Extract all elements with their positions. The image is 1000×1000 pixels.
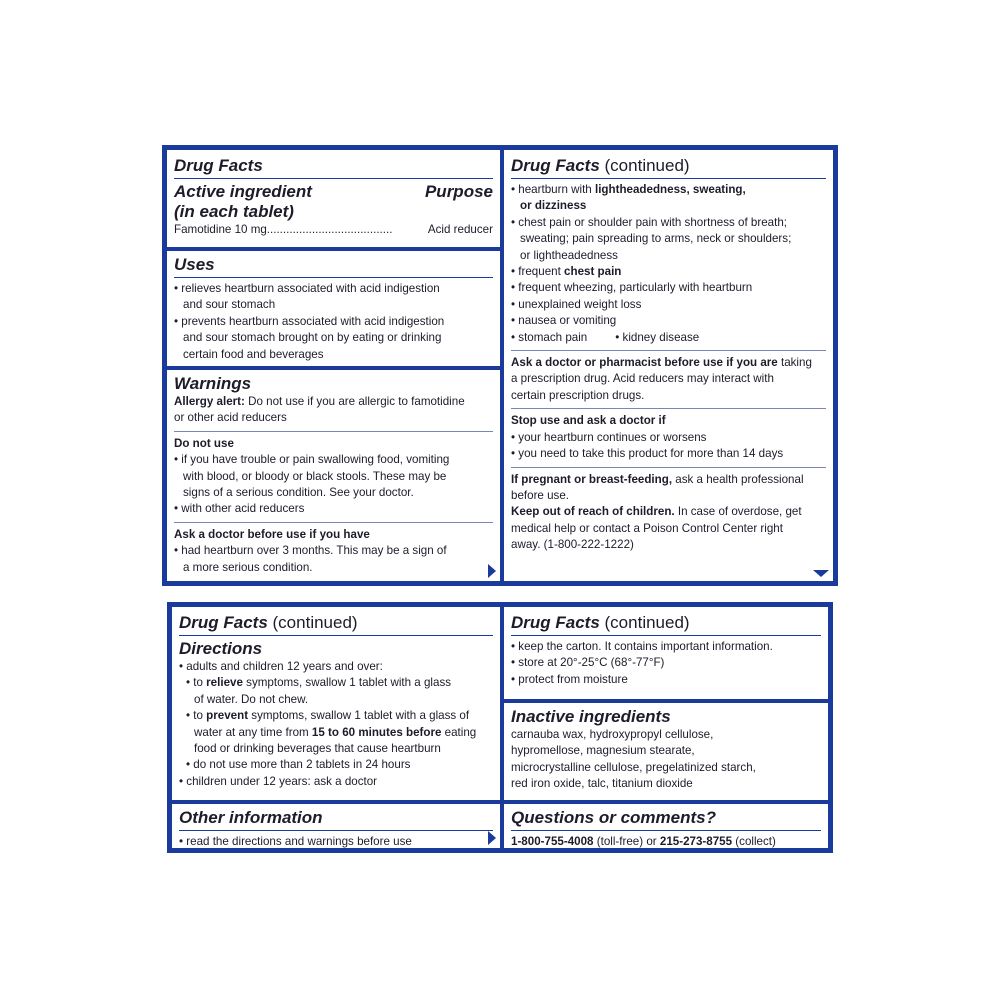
warnings-heading: Warnings [174, 374, 252, 393]
warnings-section [167, 370, 500, 581]
active-ingredient-heading: Active ingredient [174, 182, 312, 201]
uses-line: and sour stomach [183, 298, 276, 312]
drug-facts-top-panel [162, 145, 838, 586]
uses-heading: Uses [174, 255, 215, 274]
do-not-use-line: • if you have trouble or pain swallowing food, vomiting [174, 453, 450, 467]
uses-line: • relieves heartburn associated with acid indigestion [174, 282, 440, 295]
drug-facts-continued-title: Drug Facts (continued) [511, 613, 690, 632]
purpose-heading: Purpose [424, 182, 493, 201]
directions-section: Drug Facts (continued) Directions • adults and children 12 years and over: • to relieve symptoms, swallow 1 tablet with a glass of water. Do not chew. • to prevent symptoms, swallow 1 tablet with a glass of water at any time from 15 to 60 minutes before eating food or drinking beverages that cause heartburn • do not use more than 2 tablets in 24 hours • children under 12 years: ask a doctor [172, 607, 500, 800]
inactive-ingredients-section: Inactive ingredients carnauba wax, hydroxypropyl cellulose, hypromellose, magnesium stearate, microcrystalline cellulose, pregelatinized starch, red iron oxide, talc, titanium dioxide [504, 703, 828, 800]
active-ingredient-subheading: (in each tablet) [174, 202, 294, 221]
storage-section: Drug Facts (continued) • keep the carton. It contains important information. • store at 20°-25°C (68°-77°F) • protect from moisture [504, 607, 828, 699]
ask-doctor-line: • had heartburn over 3 months. This may be a sign of [174, 544, 447, 558]
other-information-heading: Other information [179, 808, 323, 827]
ingredient-purpose: Acid reducer [427, 223, 493, 236]
warnings-continued-section: Drug Facts (continued) • heartburn with lightheadedness, sweating, or dizziness • chest pain or shoulder pain with shortness of breath; sweating; pain spreading to arms, neck or shoulders; or lightheadedness • frequent chest pain • frequent wheezing, particularly with heartburn • unexplained weight loss • nausea or vomiting • stomach pain • kidney disease Ask a doctor or pharmacist before use if you are taking a prescription drug. Acid reducers may interact with certain prescription drugs. Stop use and ask a doctor if • your heartburn continues or worsens • you need to take this product for more than 14 days If pregnant or breast-feeding, ask a health professional before use. Keep out of reach of children. In case of overdose, get medical help or contact a Poison Control Center right away. (1-800-222-1222) [504, 150, 833, 581]
ask-doctor-heading: Ask a doctor before use if you have [174, 527, 370, 541]
uses-section [167, 251, 500, 366]
allergy-alert-text: Do not use if you are allergic to famotidine [244, 395, 465, 408]
drug-facts-continued-title: Drug Facts (continued) [179, 613, 358, 632]
uses-line: • prevents heartburn associated with acid indigestion [174, 314, 445, 328]
drug-facts-title: Drug Facts [174, 156, 263, 175]
do-not-use-line: signs of a serious condition. See your doctor. [183, 486, 414, 500]
do-not-use-line: • with other acid reducers [174, 502, 305, 516]
ask-doctor-line: a more serious condition. [183, 560, 313, 574]
drug-facts-bottom-panel [167, 602, 833, 853]
do-not-use-heading: Do not use [174, 436, 234, 450]
allergy-alert-label: Allergy alert: [174, 395, 245, 408]
inactive-ingredients-heading: Inactive ingredients [511, 707, 671, 726]
toll-free-phone: 1-800-755-4008 [511, 835, 594, 848]
drug-facts-continued-title: Drug Facts (continued) [511, 156, 690, 175]
uses-line: and sour stomach brought on by eating or drinking [183, 331, 442, 345]
collect-phone: 215-273-8755 [659, 835, 733, 848]
other-information-section: Other information • read the directions and warnings before use [172, 804, 500, 848]
active-ingredient-section [167, 150, 500, 247]
questions-section: Questions or comments? 1-800-755-4008 (toll-free) or 215-273-8755 (collect) [504, 804, 828, 848]
continue-down-arrow-icon [813, 570, 829, 577]
ingredient-name: Famotidine 10 mg....................................... [174, 223, 393, 236]
directions-heading: Directions [179, 639, 263, 658]
do-not-use-line: with blood, or bloody or black stools. These may be [183, 469, 447, 483]
continue-arrow-icon [488, 831, 496, 845]
uses-line: certain food and beverages [183, 347, 324, 361]
questions-heading: Questions or comments? [511, 808, 716, 827]
continue-arrow-icon [488, 564, 496, 578]
stop-use-heading: Stop use and ask a doctor if [511, 414, 666, 428]
allergy-alert-text-2: or other acid reducers [174, 411, 287, 425]
